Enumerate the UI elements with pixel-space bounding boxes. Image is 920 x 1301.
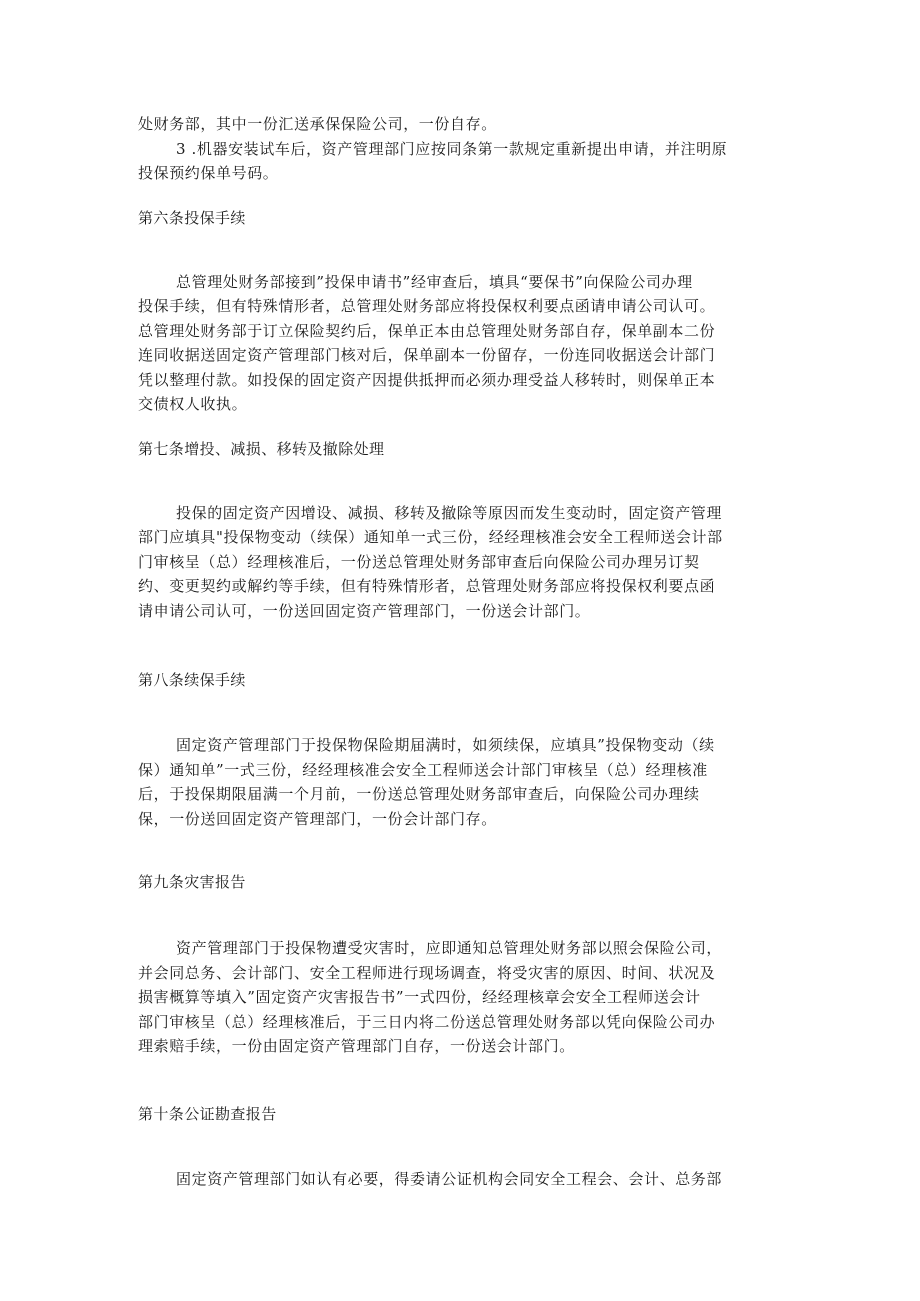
paragraph-line: 并会同总务、会计部门、安全工程师进行现场调查，将受灾害的原因、时间、状况及 (138, 964, 716, 982)
paragraph-line: 固定资产管理部门如认有必要，得委请公证机构会同安全工程会、会计、总务部 (176, 1170, 723, 1188)
paragraph-line: 资产管理部门于投保物遭受灾害时，应即通知总管理处财务部以照会保险公司， (176, 939, 723, 957)
paragraph-line: 损害概算等填入”固定资产灾害报告书”一式四份，经经理核章会安全工程师送会计 (138, 988, 701, 1006)
paragraph-line: 部门应填具"投保物变动（续保）通知单一式三份，经经理核准会安全工程师送会计部 (138, 528, 723, 546)
paragraph-line: 连同收据送固定资产管理部门核对后，保单副本一份留存，一份连同收据送会计部门 (138, 346, 716, 364)
paragraph-line: 交债权人收执。 (138, 395, 248, 413)
section-heading: 第六条投保手续 (138, 209, 246, 227)
paragraph-line: 3 .机器安装试车后，资产管理部门应按同条第一款规定重新提出申请，并注明原 (176, 140, 728, 158)
paragraph-line: 保）通知单”一式三份，经经理核准会安全工程师送会计部门审核呈（总）经理核准 (138, 761, 708, 779)
paragraph-line: 凭以整理付款。如投保的固定资产因提供抵押而必须办理受益人移转时，则保单正本 (138, 371, 716, 389)
paragraph-line: 投保手续，但有特殊情形者，总管理处财务部应将投保权利要点函请申请公司认可。 (138, 297, 716, 315)
paragraph-line: 投保的固定资产因增设、减损、移转及撤除等原因而发生变动时，固定资产管理 (176, 504, 723, 522)
paragraph-line: 门审核呈（总）经理核准后，一份送总管理处财务部审查后向保险公司办理另订契 (138, 553, 700, 571)
section-heading: 第八条续保手续 (138, 671, 246, 689)
section-heading: 第七条增投、减损、移转及撤除处理 (138, 440, 385, 458)
paragraph-line: 理索赔手续，一份由固定资产管理部门自存，一份送会计部门。 (138, 1037, 575, 1055)
paragraph-line: 总管理处财务部于订立保险契约后，保单正本由总管理处财务部自存，保单副本二份 (138, 322, 716, 340)
paragraph-line: 后，于投保期限届满一个月前，一份送总管理处财务部审查后，向保险公司办理续 (138, 785, 700, 803)
paragraph-line: 投保预约保单号码。 (138, 164, 279, 182)
paragraph-line: 总管理处财务部接到”投保申请书”经审查后，填具“要保书”向保险公司办理 (176, 273, 693, 291)
section-heading: 第十条公证勘查报告 (138, 1105, 277, 1123)
paragraph-line: 部门审核呈（总）经理核准后，于三日内将二份送总管理处财务部以凭向保险公司办 (138, 1013, 716, 1031)
section-heading: 第九条灾害报告 (138, 873, 246, 891)
paragraph-line: 固定资产管理部门于投保物保险期届满时，如须续保，应填具”投保物变动（续 (176, 736, 715, 754)
paragraph-line: 处财务部，其中一份汇送承保保险公司，一份自存。 (138, 115, 497, 133)
paragraph-line: 保，一份送回固定资产管理部门，一份会计部门存。 (138, 810, 497, 828)
paragraph-line: 约、变更契约或解约等手续，但有特殊情形者，总管理处财务部应将投保权利要点函 (138, 577, 716, 595)
paragraph-line: 请申请公司认可，一份送回固定资产管理部门，一份送会计部门。 (138, 602, 591, 620)
